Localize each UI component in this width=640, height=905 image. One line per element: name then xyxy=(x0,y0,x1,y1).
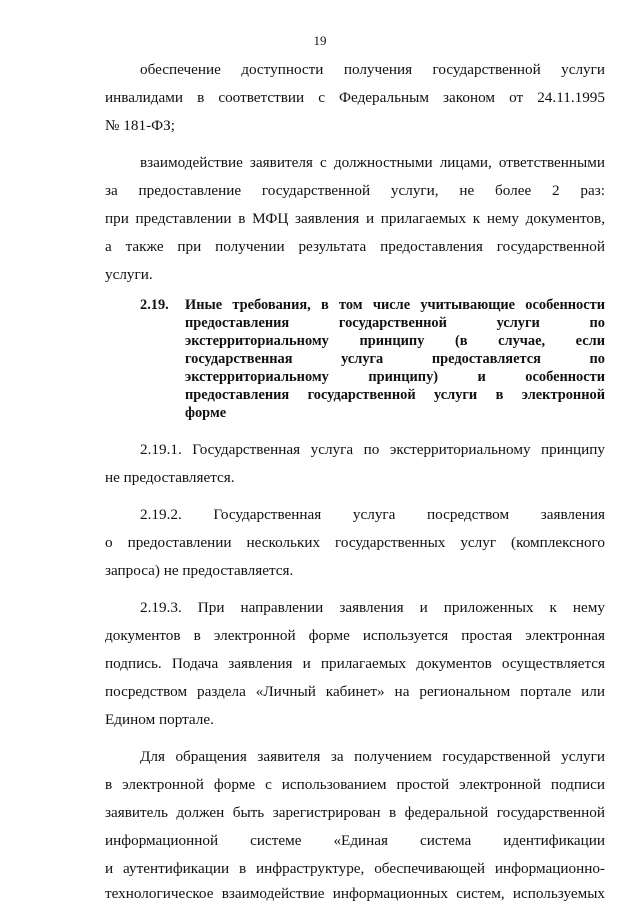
heading-line: экстерриториальному принципу) и особенности xyxy=(185,369,605,385)
text-line: 2.19.1. Государственная услуга по экстерриториальному принципу xyxy=(140,441,605,458)
section-number: 2.19. xyxy=(140,297,169,313)
text-line: технологическое взаимодействие информационных систем, используемых xyxy=(105,885,605,902)
text-line: не предоставляется. xyxy=(105,469,235,486)
text-line: инвалидами в соответствии с Федеральным законом от 24.11.1995 xyxy=(105,89,605,106)
text-line: 2.19.3. При направлении заявления и приложенных к нему xyxy=(140,599,605,616)
text-line: подпись. Подача заявления и прилагаемых документов осуществляется xyxy=(105,655,605,672)
text-line: услуги. xyxy=(105,266,153,283)
heading-line: государственная услуга предоставляется по xyxy=(185,351,605,367)
heading-line: экстерриториальному принципу (в случае, если xyxy=(185,333,605,349)
text-line: взаимодействие заявителя с должностными лицами, ответственными xyxy=(140,154,605,171)
text-line: информационной системе «Единая система идентификации xyxy=(105,832,605,849)
heading-line: предоставления государственной услуги по xyxy=(185,315,605,331)
text-line: о предоставлении нескольких государственных услуг (комплексного xyxy=(105,534,605,551)
text-line: заявитель должен быть зарегистрирован в федеральной государственной xyxy=(105,804,605,821)
text-line: а также при получении результата предоставления государственной xyxy=(105,238,605,255)
text-line: обеспечение доступности получения государственной услуги xyxy=(140,61,605,78)
text-line: посредством раздела «Личный кабинет» на региональном портале или xyxy=(105,683,605,700)
heading-line: предоставления государственной услуги в электронной xyxy=(185,387,605,403)
text-line: Для обращения заявителя за получением государственной услуги xyxy=(140,748,605,765)
heading-line: Иные требования, в том числе учитывающие особенности xyxy=(185,297,605,313)
text-line: и аутентификации в инфраструктуре, обеспечивающей информационно- xyxy=(105,860,605,877)
text-line: № 181-ФЗ; xyxy=(105,117,175,134)
text-line: за предоставление государственной услуги, не более 2 раз: xyxy=(105,182,605,199)
text-line: 2.19.2. Государственная услуга посредством заявления xyxy=(140,506,605,523)
text-line: запроса) не предоставляется. xyxy=(105,562,294,579)
text-line: при представлении в МФЦ заявления и прилагаемых к нему документов, xyxy=(105,210,605,227)
page-number: 19 xyxy=(313,33,327,48)
text-line: Едином портале. xyxy=(105,711,214,728)
text-line: документов в электронной форме используется простая электронная xyxy=(105,627,605,644)
heading-line: форме xyxy=(185,405,227,421)
text-line: в электронной форме с использованием простой электронной подписи xyxy=(105,776,605,793)
